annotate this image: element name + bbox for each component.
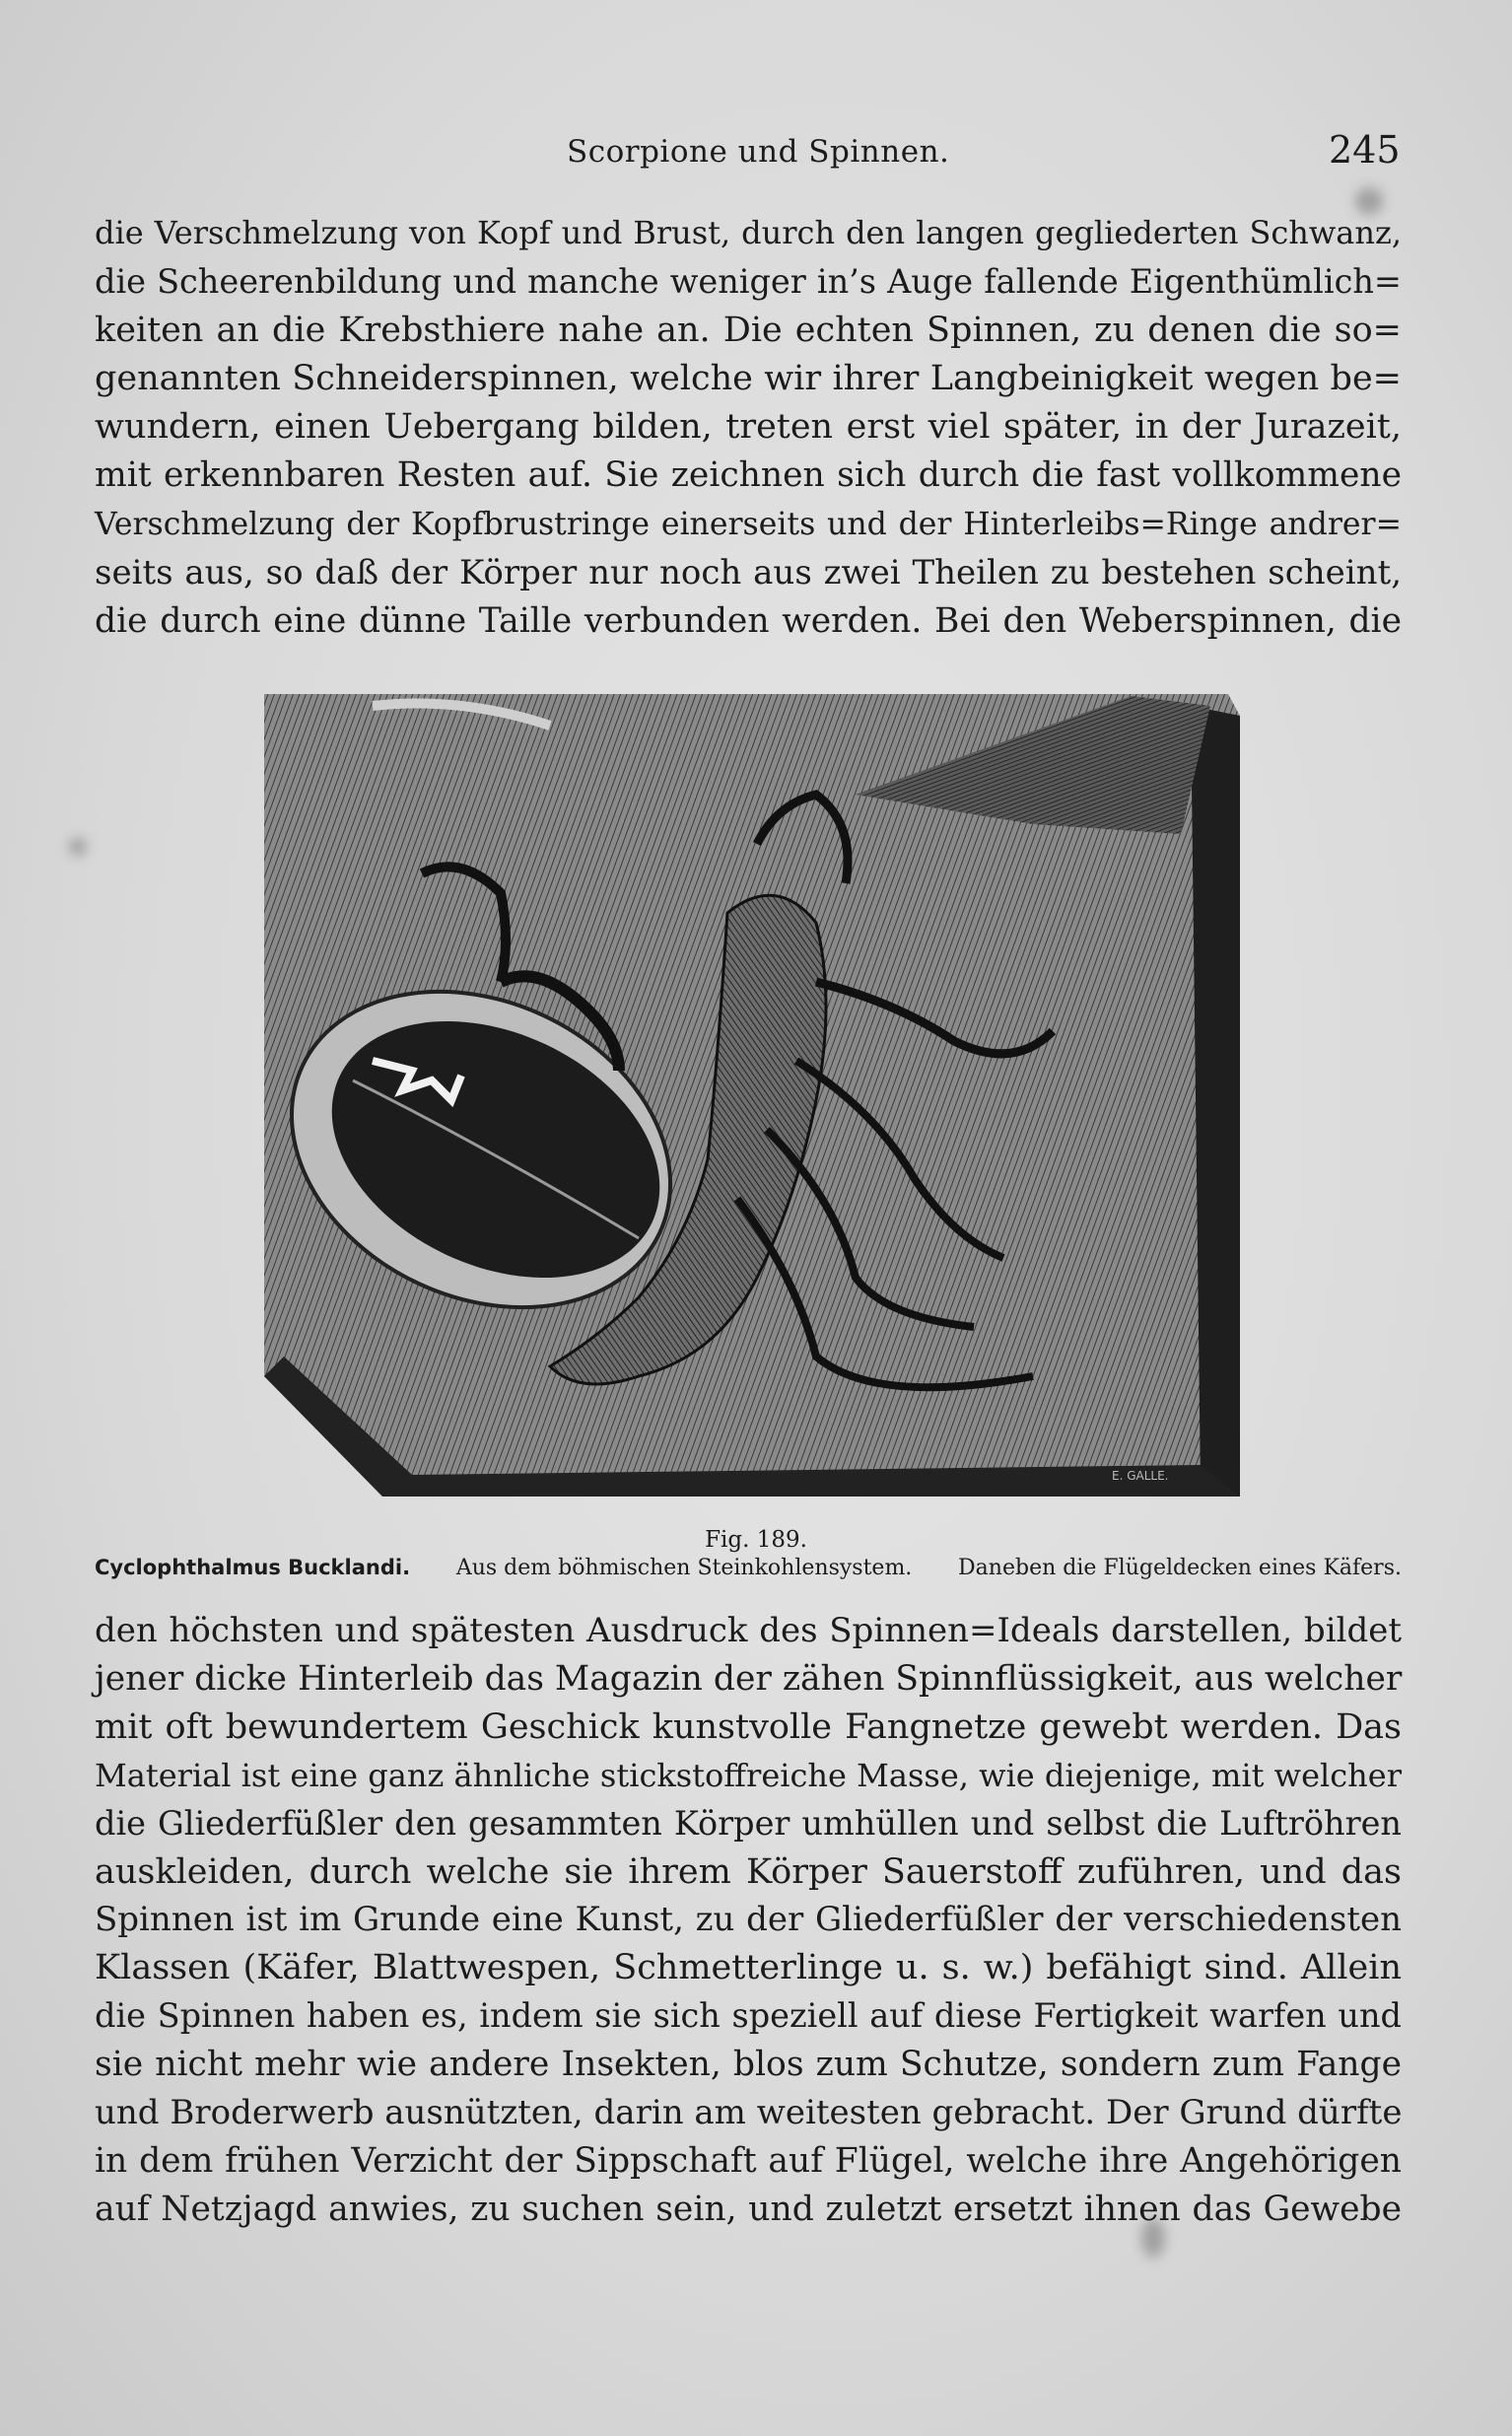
paragraph-top <box>95 209 1402 647</box>
figure-number: Fig. 189. <box>705 1527 807 1553</box>
fossil-engraving <box>264 686 1240 1496</box>
page-number: 245 <box>1329 128 1401 172</box>
text-line: Spinnen ist im Grunde eine Kunst, zu der Gliederfüßler der verschiedensten <box>95 1900 1402 1940</box>
text-line: auskleiden, durch welche sie ihrem Körper Sauerstoff zuführen, und das <box>95 1851 1402 1892</box>
text-line: in dem frühen Verzicht der Sippschaft auf Flügel, welche ihre Angehörigen <box>95 2140 1402 2181</box>
running-head <box>0 126 1512 185</box>
engraver-signature: E. GALLE. <box>1112 1469 1169 1483</box>
text-line: wundern, einen Uebergang bilden, treten erst viel später, in der Jurazeit, <box>95 407 1402 448</box>
paragraph-bottom <box>95 1607 1402 2234</box>
text-line: seits aus, so daß der Körper nur noch aus zwei Theilen zu bestehen scheint, <box>95 553 1402 593</box>
text-line: auf Netzjagd anwies, zu suchen sein, und zuletzt ersetzt ihnen das Gewebe <box>95 2189 1402 2229</box>
text-line: mit oft bewundertem Geschick kunstvolle Fangnetze gewebt werden. Das <box>95 1706 1402 1747</box>
text-line: die Spinnen haben es, indem sie sich speziell auf diese Fertigkeit warfen und <box>95 1996 1402 2036</box>
caption-note: Daneben die Flügeldecken eines Käfers. <box>958 1556 1402 1580</box>
text-line: Klassen (Käfer, Blattwespen, Schmetterlinge u. s. w.) befähigt sind. Allein <box>95 1948 1402 1988</box>
caption-species: Cyclophthalmus Bucklandi. <box>95 1556 411 1579</box>
text-line: Material ist eine ganz ähnliche stickstoffreiche Masse, wie diejenige, mit welcher <box>95 1756 1402 1794</box>
text-line: und Broderwerb ausnützten, darin am weitesten gebracht. Der Grund dürfte <box>95 2093 1403 2133</box>
text-line: die Verschmelzung von Kopf und Brust, durch den langen gegliederten Schwanz, <box>95 214 1402 251</box>
figure-caption <box>95 1556 1402 1580</box>
running-title: Scorpione und Spinnen. <box>567 134 950 170</box>
text-line: die durch eine dünne Taille verbunden werden. Bei den Weberspinnen, die <box>95 601 1402 642</box>
text-line: die Gliederfüßler den gesammten Körper umhüllen und selbst die Luftröhren <box>95 1803 1402 1843</box>
text-line: keiten an die Krebsthiere nahe an. Die echten Spinnen, zu denen die so= <box>95 310 1402 350</box>
ink-smudge <box>69 838 87 856</box>
caption-source: Aus dem böhmischen Steinkohlensystem. <box>455 1556 913 1580</box>
text-line: mit erkennbaren Resten auf. Sie zeichnen sich durch die fast vollkommene <box>95 455 1402 496</box>
text-line: sie nicht mehr wie andere Insekten, blos zum Schutze, sondern zum Fange <box>95 2045 1402 2085</box>
text-line: den höchsten und spätesten Ausdruck des Spinnen=Ideals darstellen, bildet <box>95 1611 1402 1650</box>
text-line: die Scheerenbildung und manche weniger in’s Auge fallende Eigenthümlich= <box>95 262 1402 302</box>
text-line: jener dicke Hinterleib das Magazin der zähen Spinnflüssigkeit, aus welcher <box>95 1658 1403 1699</box>
text-line: genannten Schneiderspinnen, welche wir ihrer Langbeinigkeit wegen be= <box>95 358 1402 398</box>
text-line: Verschmelzung der Kopfbrustringe einerseits und der Hinterleibs=Ringe andrer= <box>95 506 1402 542</box>
